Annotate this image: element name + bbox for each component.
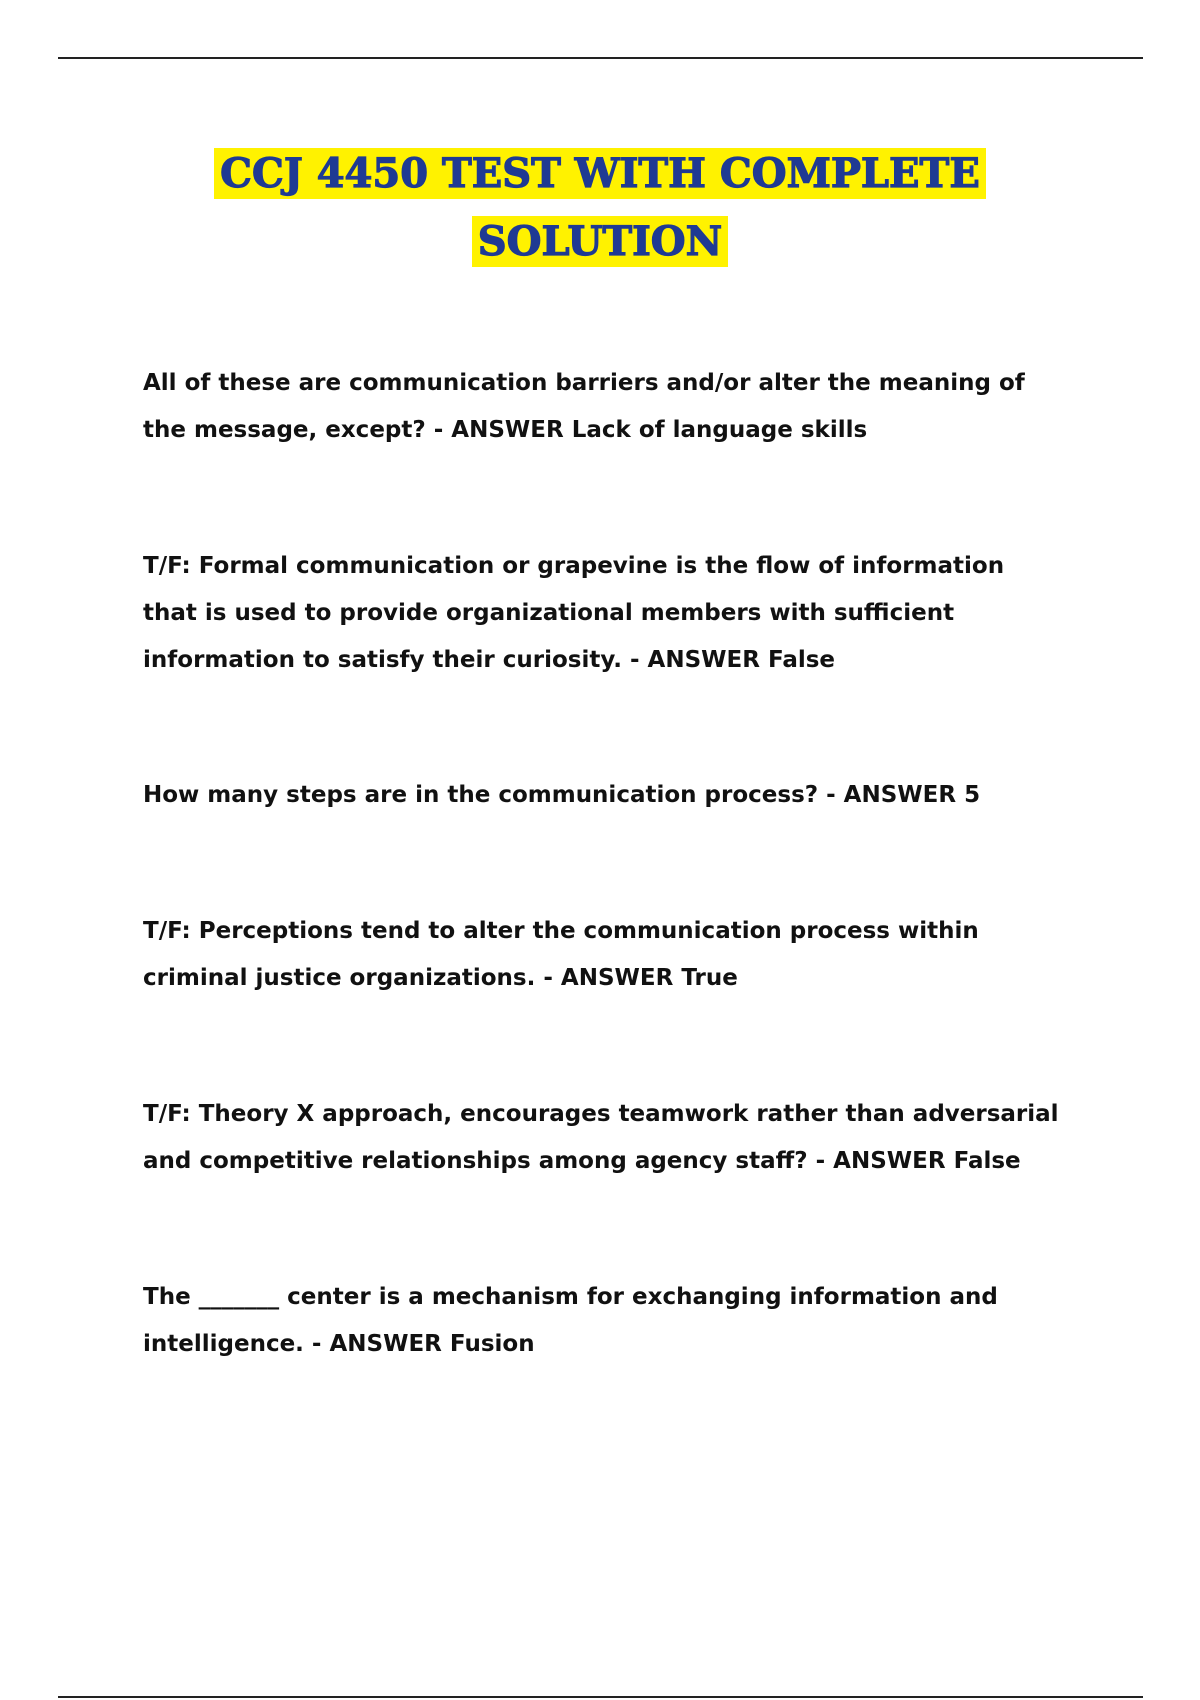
qa-list [143, 360, 1063, 1368]
answer-text: True [681, 965, 738, 991]
answer-separator: - [807, 1148, 834, 1174]
question-text: T/F: Theory X approach, encourages teamwork rather than adversarial and competitive relationships among agency staff? [143, 1101, 1059, 1174]
question-text: T/F: Formal communication or grapevine is the flow of information that is used to provide organizational members with sufficient information to satisfy their curiosity. [143, 553, 1005, 673]
document-title [0, 144, 1200, 280]
qa-item-5 [143, 1091, 1063, 1185]
top-divider [58, 57, 1143, 59]
qa-item-2 [143, 543, 1063, 684]
answer-separator: - [425, 417, 452, 443]
answer-text: Fusion [449, 1331, 535, 1357]
answer-label: ANSWER [451, 417, 564, 443]
question-text: T/F: Perceptions tend to alter the communication process within criminal justice organizations. [143, 918, 979, 991]
answer-label: ANSWER [647, 647, 760, 673]
answer-text: False [953, 1148, 1021, 1174]
answer-separator: - [818, 782, 844, 808]
answer-text: 5 [964, 782, 981, 808]
title-text-1: CCJ 4450 TEST WITH COMPLETE [214, 148, 986, 199]
answer-label: ANSWER [843, 782, 957, 808]
bottom-divider [58, 1696, 1143, 1698]
question-text: All of these are communication barriers and/or alter the meaning of the message, except? [143, 370, 1025, 443]
qa-item-1 [143, 360, 1063, 454]
answer-separator: - [535, 965, 561, 991]
qa-item-3 [143, 772, 1063, 819]
question-text: The _______ center is a mechanism for exchanging information and intelligence. [143, 1284, 998, 1357]
answer-text: Lack of language skills [571, 417, 868, 443]
title-text-2: SOLUTION [472, 216, 728, 267]
answer-label: ANSWER [329, 1331, 442, 1357]
answer-separator: - [303, 1331, 330, 1357]
qa-item-4 [143, 908, 1063, 1002]
answer-text: False [767, 647, 836, 673]
answer-separator: - [621, 647, 648, 673]
title-line-1 [0, 144, 1200, 212]
title-line-2 [0, 212, 1200, 280]
answer-label: ANSWER [833, 1148, 946, 1174]
question-text: How many steps are in the communication process? [143, 782, 819, 808]
answer-label: ANSWER [560, 965, 674, 991]
qa-item-6 [143, 1274, 1063, 1368]
